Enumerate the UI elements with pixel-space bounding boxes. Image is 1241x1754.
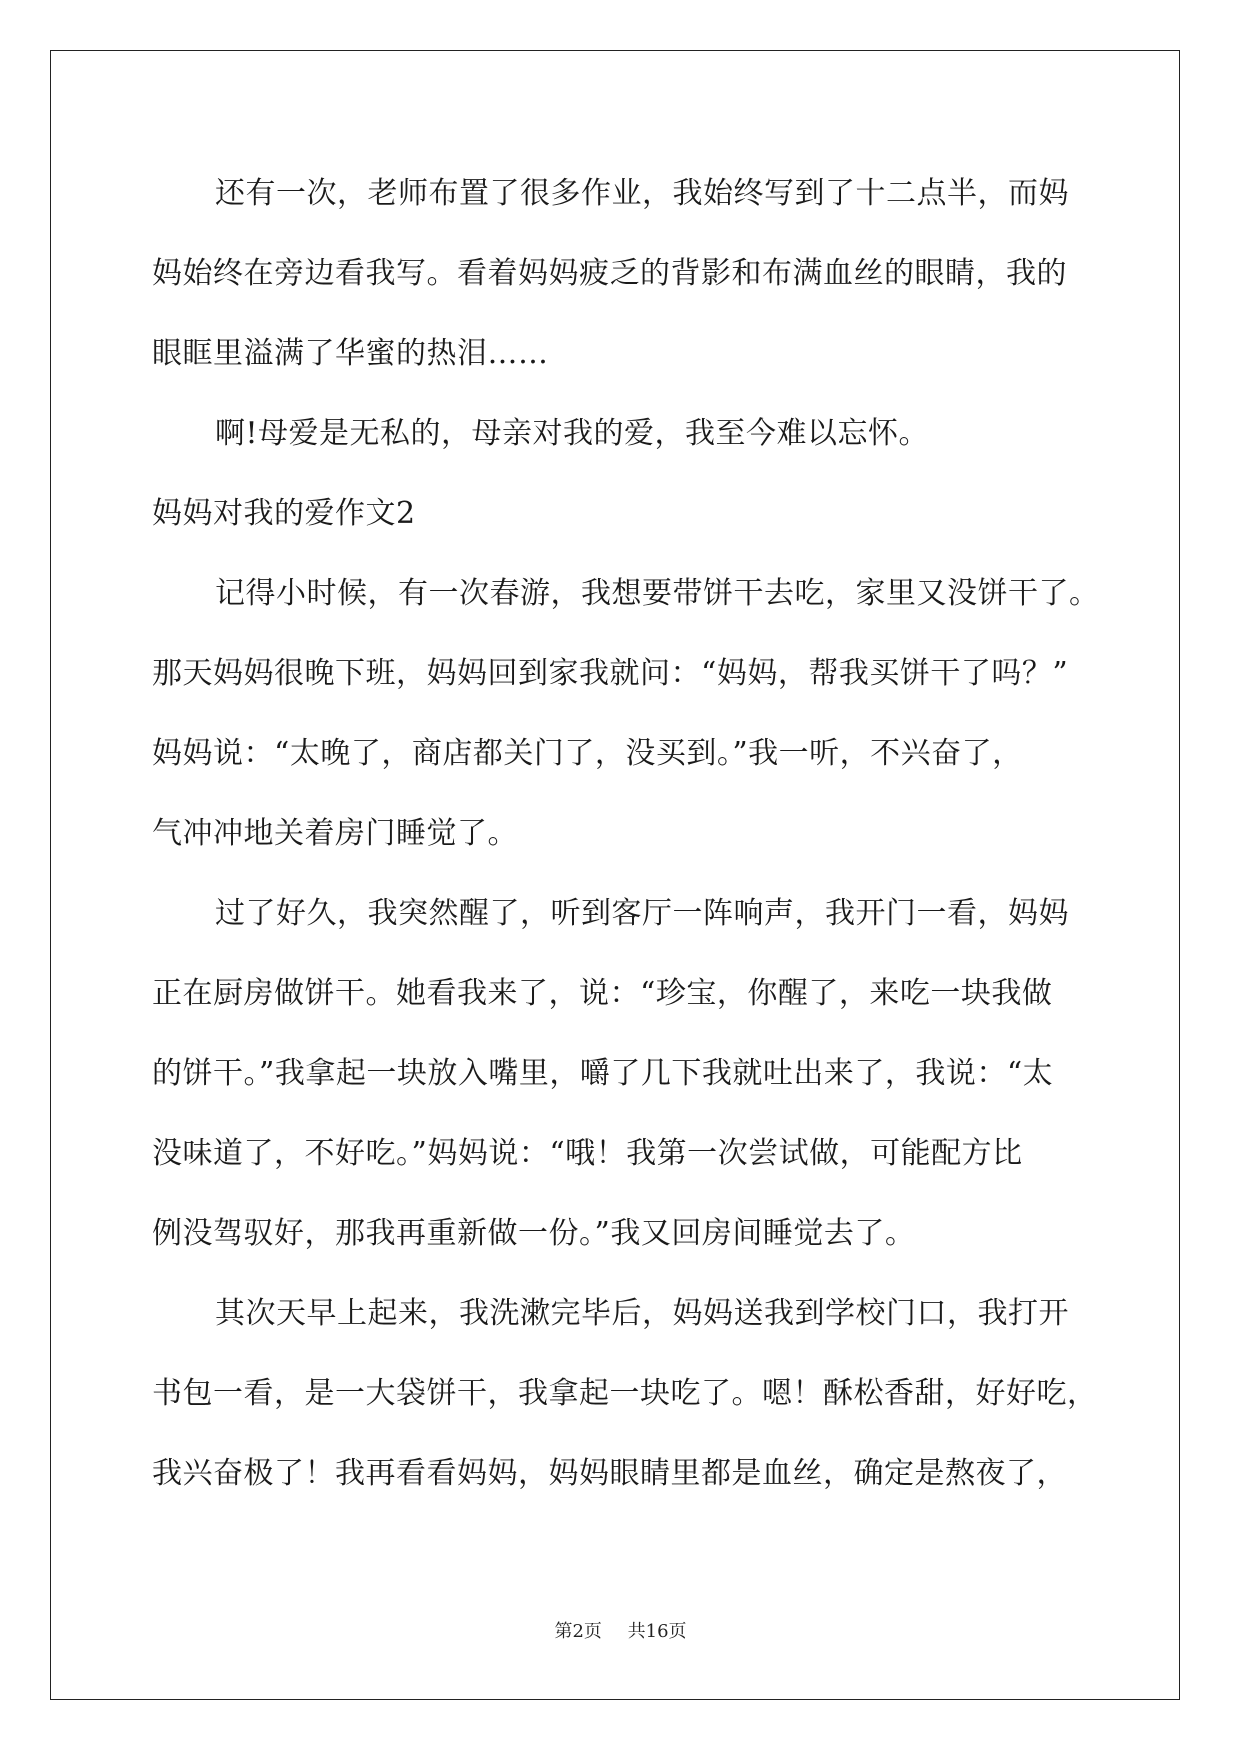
paragraph-line: 眼眶里溢满了华蜜的热泪……: [152, 336, 549, 371]
paragraph-line: 例没驾驭好，那我再重新做一份。”我又回房间睡觉去了。: [152, 1216, 916, 1251]
page-footer: [0, 1617, 1241, 1643]
paragraph-line: 气冲冲地关着房门睡觉了。: [152, 816, 518, 851]
paragraph-line: 书包一看，是一大袋饼干，我拿起一块吃了。嗯！酥松香甜，好好吃，: [152, 1376, 1098, 1411]
paragraph-line: 啊!母爱是无私的，母亲对我的爱，我至今难以忘怀。: [215, 416, 930, 451]
paragraph-line: 妈妈说：“太晚了，商店都关门了，没买到。”我一听，不兴奋了，: [152, 736, 1023, 771]
paragraph-line: 其次天早上起来，我洗漱完毕后，妈妈送我到学校门口，我打开: [215, 1296, 1069, 1331]
paragraph-line: 妈始终在旁边看我写。看着妈妈疲乏的背影和布满血丝的眼睛，我的: [152, 256, 1067, 291]
paragraph-line: 没味道了，不好吃。”妈妈说：“哦！我第一次尝试做，可能配方比: [152, 1136, 1023, 1171]
paragraph-line: 的饼干。”我拿起一块放入嘴里，嚼了几下我就吐出来了，我说：“太: [152, 1056, 1054, 1091]
paragraph-line: 记得小时候，有一次春游，我想要带饼干去吃，家里又没饼干了。: [215, 576, 1100, 611]
page-number: 第2页: [554, 1621, 602, 1642]
paragraph-line: 正在厨房做饼干。她看我来了，说：“珍宝，你醒了，来吃一块我做: [152, 976, 1053, 1011]
page-total: 共16页: [627, 1621, 687, 1642]
paragraph-line: 过了好久，我突然醒了，听到客厅一阵响声，我开门一看，妈妈: [215, 896, 1069, 931]
paragraph-line: 还有一次，老师布置了很多作业，我始终写到了十二点半，而妈: [215, 176, 1069, 211]
section-heading: 妈妈对我的爱作文2: [152, 496, 416, 531]
paragraph-line: 那天妈妈很晚下班，妈妈回到家我就问：“妈妈，帮我买饼干了吗？”: [152, 656, 1069, 691]
paragraph-line: 我兴奋极了！我再看看妈妈，妈妈眼睛里都是血丝，确定是熬夜了，: [152, 1456, 1067, 1491]
